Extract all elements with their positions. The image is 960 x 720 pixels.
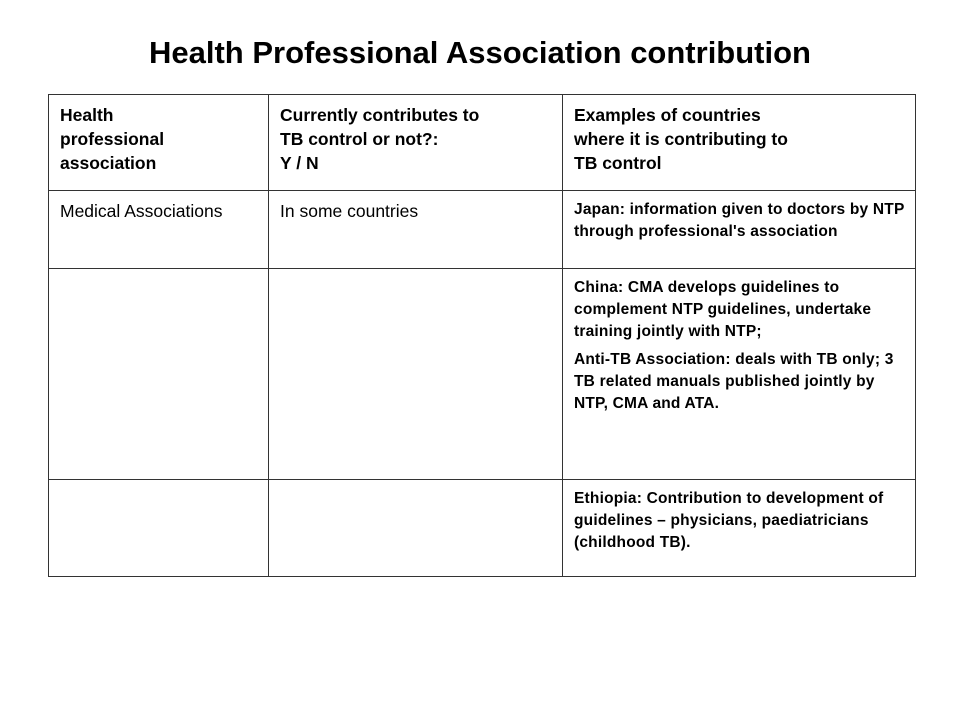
header-association [49,95,269,191]
header-text-line: Examples of countries [574,105,761,125]
header-text-line: Y / N [280,153,319,173]
cell-contributes [269,480,563,577]
header-contributes [269,95,563,191]
header-text-line: professional [60,129,165,149]
cell-examples [563,269,916,480]
header-text-line: where it is contributing to [574,129,788,149]
cell-association [49,480,269,577]
table-row [49,480,916,577]
example-text: China: CMA develops guidelines to complement NTP guidelines, undertake training jointly with NTP; [574,279,872,340]
header-text-line: Currently contributes to [280,105,480,125]
cell-association [49,269,269,480]
header-text-line: TB control [574,153,662,173]
cell-examples [563,191,916,269]
header-text-line: TB control or not?: [280,129,439,149]
example-text: Japan: information given to doctors by NTP through professional's association [574,201,905,240]
example-text: Ethiopia: Contribution to development of guidelines – physicians, paediatricians (childhood TB). [574,490,884,551]
cell-association: Medical Associations [49,191,269,269]
association-table [48,94,916,577]
cell-contributes: In some countries [269,191,563,269]
cell-examples [563,480,916,577]
table-row [49,269,916,480]
example-text: Anti-TB Association: deals with TB only; 3 TB related manuals published jointly by NTP, CMA and ATA. [574,351,894,412]
table-header-row [49,95,916,191]
header-text-line: Health [60,105,114,125]
slide-title: Health Professional Association contribution [149,35,811,70]
table-row [49,191,916,269]
header-text-line: association [60,153,157,173]
cell-contributes [269,269,563,480]
header-examples [563,95,916,191]
